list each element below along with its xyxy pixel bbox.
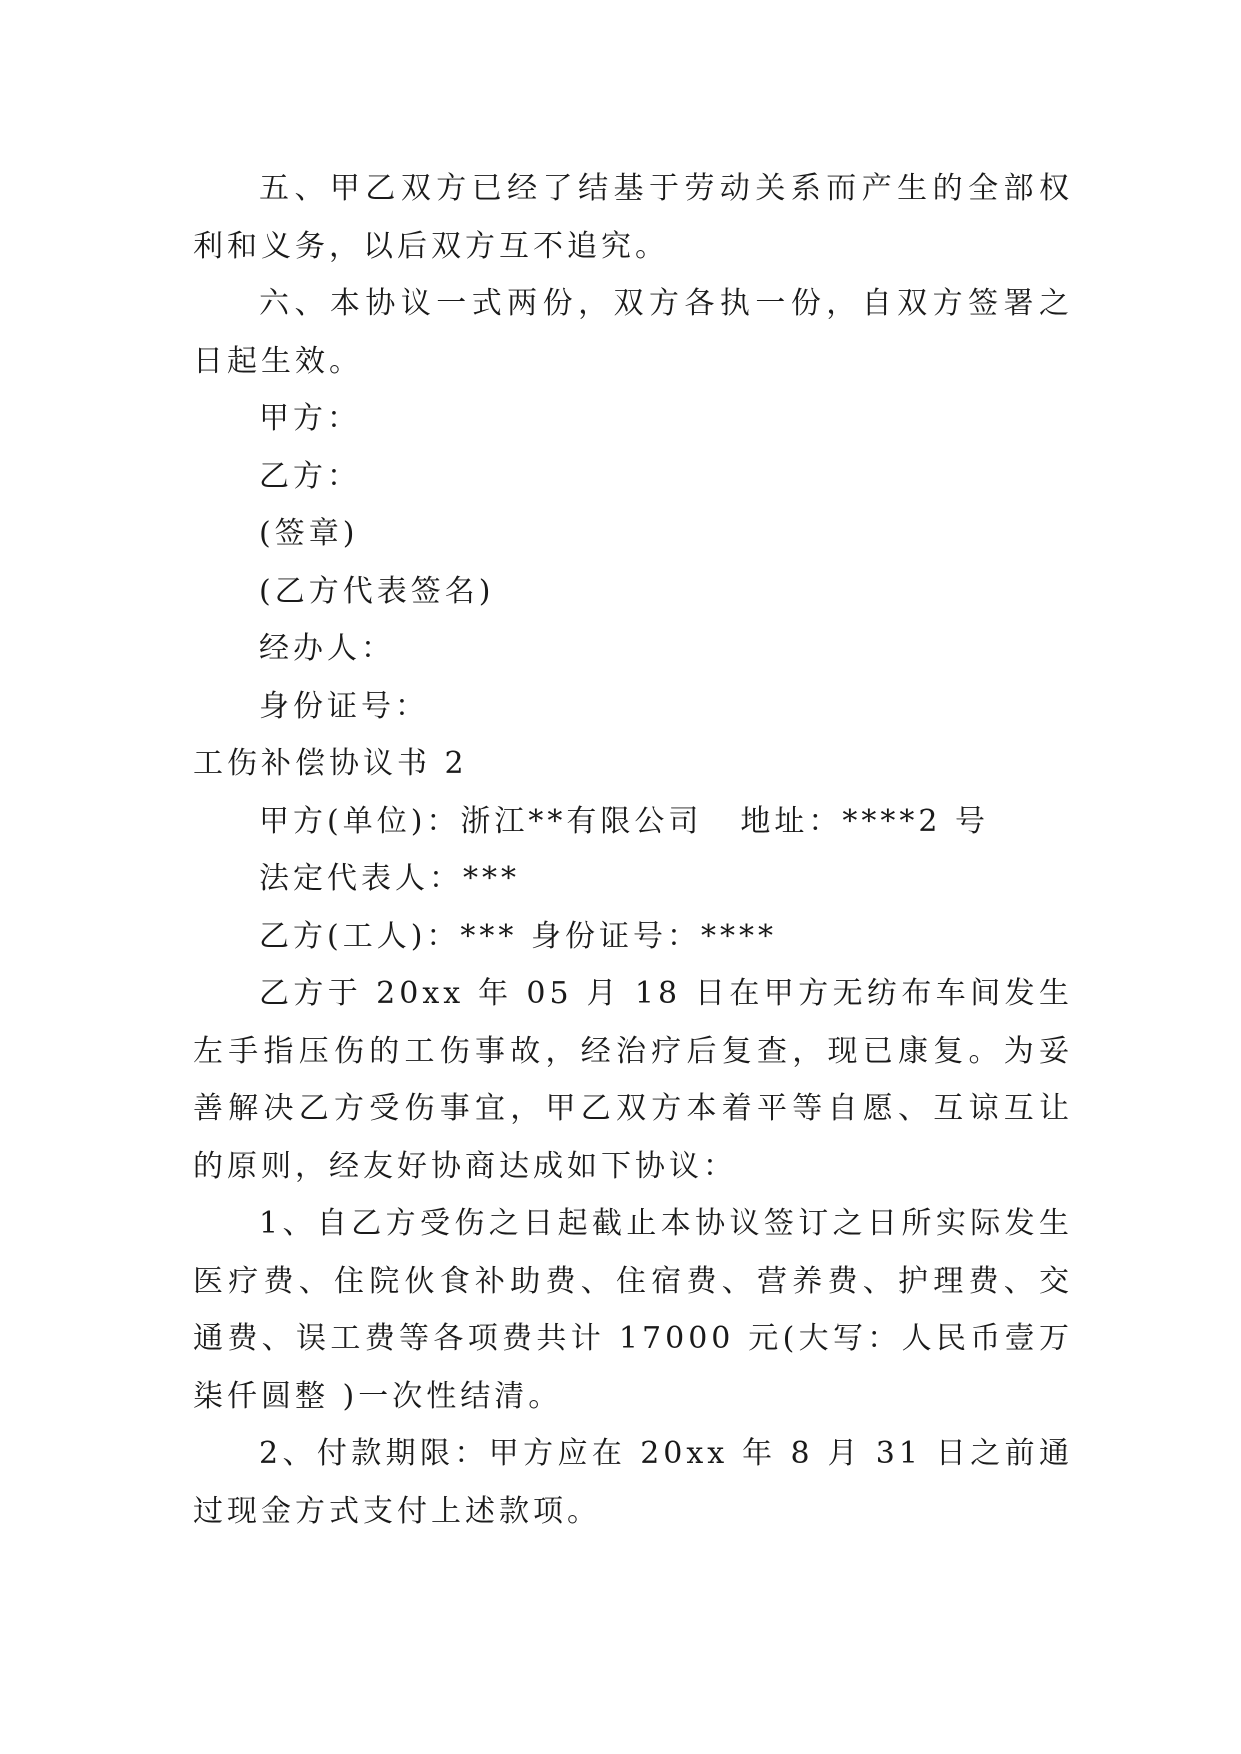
- seal-line: (签章): [259, 516, 359, 551]
- clause-6-paragraph: 六、本协议一式两份，双方各执一份，自双方签署之日起生效。: [193, 286, 1073, 379]
- incident-paragraph: 乙方于 20xx 年 05 月 18 日在甲方无纺布车间发生左手指压伤的工伤事故，经治疗后复查，现已康复。为妥善解决乙方受伤事宜，甲乙双方本着平等自愿、互谅互让的原则，经友好协商达成如下协议：: [193, 976, 1073, 1184]
- party-a-unit-label: 甲方(单位)：浙江**有限公司: [259, 803, 703, 839]
- party-b-info-line: 乙方(工人)：*** 身份证号：****: [259, 918, 777, 954]
- party-b-representative-line: (乙方代表签名): [259, 573, 495, 609]
- party-a-info-line: [193, 793, 1073, 851]
- clause-5-paragraph: 五、甲乙双方已经了结基于劳动关系而产生的全部权利和义务，以后双方互不追究。: [193, 171, 1073, 264]
- id-number-line: 身份证号：: [259, 688, 429, 724]
- party-b-signature-line: 乙方：: [259, 458, 361, 494]
- party-a-address: 地址：****2 号: [740, 803, 990, 839]
- agreement-item-1: 1、自乙方受伤之日起截止本协议签订之日所实际发生医疗费、住院伙食补助费、住宿费、营养费、护理费、交通费、误工费等各项费共计 17000 元(大写：人民币壹万柒仟圆整 )一次性结清。: [193, 1206, 1073, 1414]
- party-a-signature-line: 甲方：: [259, 401, 361, 436]
- handler-line: 经办人：: [259, 631, 395, 666]
- legal-representative-line: 法定代表人：***: [259, 861, 520, 896]
- agreement-item-2: 2、付款期限：甲方应在 20xx 年 8 月 31 日之前通过现金方式支付上述款项。: [193, 1436, 1073, 1529]
- section-title: 工伤补偿协议书 2: [193, 746, 468, 781]
- document-body: [193, 160, 1073, 1540]
